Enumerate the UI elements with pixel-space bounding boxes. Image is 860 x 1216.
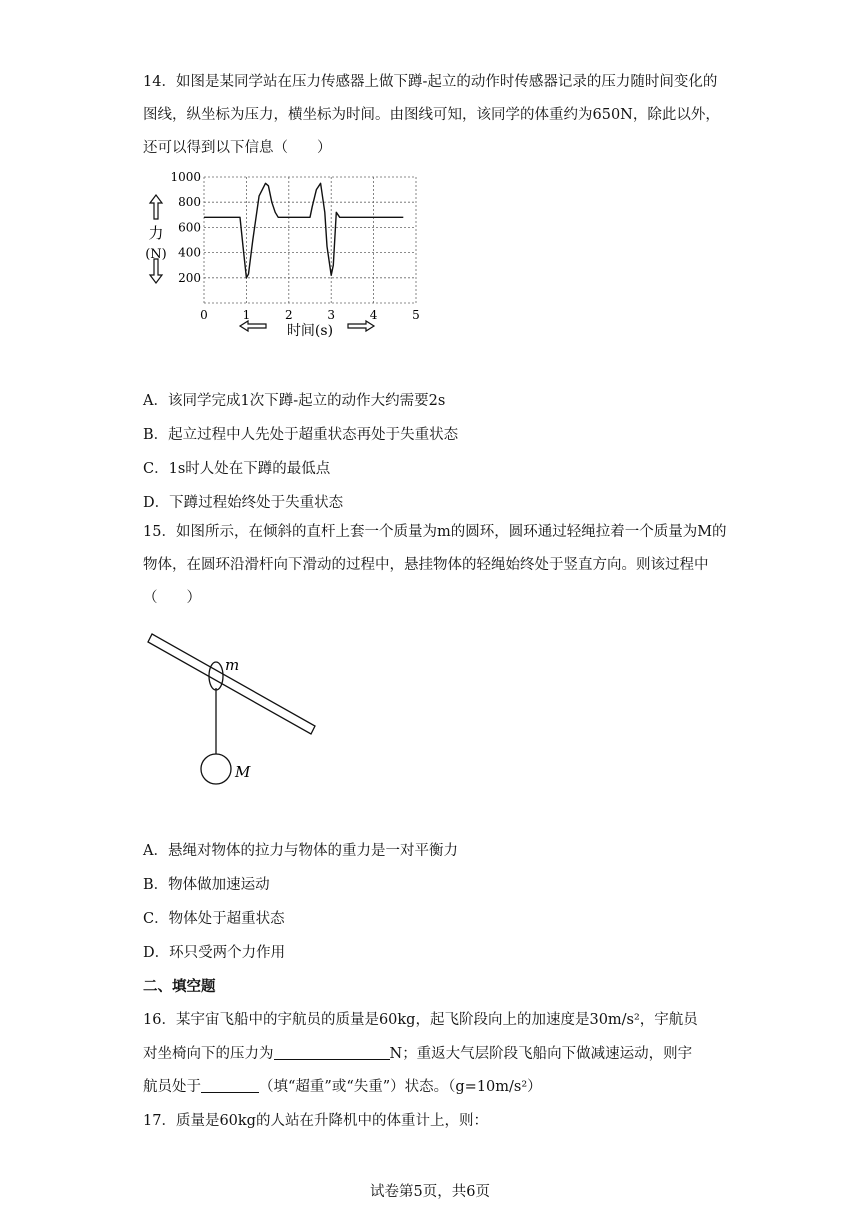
inclined-rod-diagram bbox=[145, 630, 345, 800]
ring bbox=[209, 662, 223, 690]
q16-line2 bbox=[143, 1042, 692, 1063]
q17-stem: 17．质量是60kg的人站在升降机中的体重计上，则： bbox=[143, 1113, 488, 1129]
q15-option-b: B．物体做加速运动 bbox=[143, 877, 270, 893]
page-footer: 试卷第5页，共6页 bbox=[370, 1184, 490, 1200]
y-tick-label: 200 bbox=[178, 270, 201, 285]
y-tick-label: 600 bbox=[178, 220, 201, 235]
y-tick-label: 800 bbox=[178, 195, 201, 210]
q16-text-2b: N；重返大气层阶段飞船向下做减速运动，则宇 bbox=[389, 1046, 693, 1062]
q14-option-b: B．起立过程中人先处于超重状态再处于失重状态 bbox=[143, 427, 459, 443]
q15-option-d: D．环只受两个力作用 bbox=[143, 945, 286, 961]
q15-option-a: A．悬绳对物体的拉力与物体的重力是一对平衡力 bbox=[143, 843, 458, 859]
q16-text-2a: 对坐椅向下的压力为 bbox=[143, 1046, 274, 1062]
label-m: m bbox=[225, 656, 240, 674]
q14-option-a: A．该同学完成1次下蹲-起立的动作大约需要2s bbox=[143, 393, 446, 409]
x-tick-label: 3 bbox=[327, 308, 336, 322]
svg-text:力: 力 bbox=[148, 224, 164, 242]
y-axis-label bbox=[145, 195, 167, 283]
x-tick-label: 4 bbox=[369, 308, 378, 322]
x-tick-label: 0 bbox=[200, 308, 208, 322]
q15-stem: 15．如图所示，在倾斜的直杆上套一个质量为m的圆环，圆环通过轻绳拉着一个质量为M的物体，在圆环沿滑杆向下滑动的过程中，悬挂物体的轻绳始终处于竖直方向。则该过程中（ ） bbox=[143, 524, 727, 606]
y-tick-label: 1000 bbox=[170, 170, 201, 184]
q14-option-c: C．1s时人处在下蹲的最低点 bbox=[143, 461, 331, 477]
section-heading: 二、填空题 bbox=[143, 978, 216, 995]
inclined-rod bbox=[148, 634, 315, 734]
q16-line1: 16．某宇宙飞船中的宇航员的质量是60kg，起飞阶段向上的加速度是30m/s²，宇航员 bbox=[143, 1012, 698, 1028]
q16-text-3a: 航员处于 bbox=[143, 1079, 201, 1095]
y-tick-label: 400 bbox=[178, 245, 201, 260]
q15-option-c: C．物体处于超重状态 bbox=[143, 911, 285, 927]
right-arrow-icon bbox=[348, 321, 374, 331]
answer-blank-2[interactable] bbox=[201, 1078, 259, 1093]
x-tick-label: 1 bbox=[242, 308, 251, 322]
q14-stem: 14．如图是某同学站在压力传感器上做下蹲-起立的动作时传感器记录的压力随时间变化的图线，纵坐标为压力，横坐标为时间。由图线可知，该同学的体重约为650N，除此以外，还可以得到以下信息（ ） bbox=[143, 74, 720, 156]
q14-option-d: D．下蹲过程始终处于失重状态 bbox=[143, 495, 344, 511]
force-time-chart bbox=[140, 165, 440, 365]
x-axis-label bbox=[240, 321, 374, 339]
x-tick-label: 5 bbox=[412, 308, 420, 322]
down-arrow-icon bbox=[150, 259, 162, 283]
x-tick-label: 2 bbox=[284, 308, 293, 322]
svg-text:时间(s): 时间(s) bbox=[286, 323, 334, 339]
up-arrow-icon bbox=[150, 195, 162, 219]
q16-line3 bbox=[143, 1075, 542, 1096]
hanging-object bbox=[201, 754, 231, 784]
answer-blank-1[interactable] bbox=[274, 1045, 390, 1060]
left-arrow-icon bbox=[240, 321, 266, 331]
svg-text:(N): (N) bbox=[145, 247, 167, 262]
q16-text-3b: （填“超重”或“失重”）状态。（g=10m/s²） bbox=[259, 1079, 542, 1095]
label-M: M bbox=[235, 763, 251, 781]
